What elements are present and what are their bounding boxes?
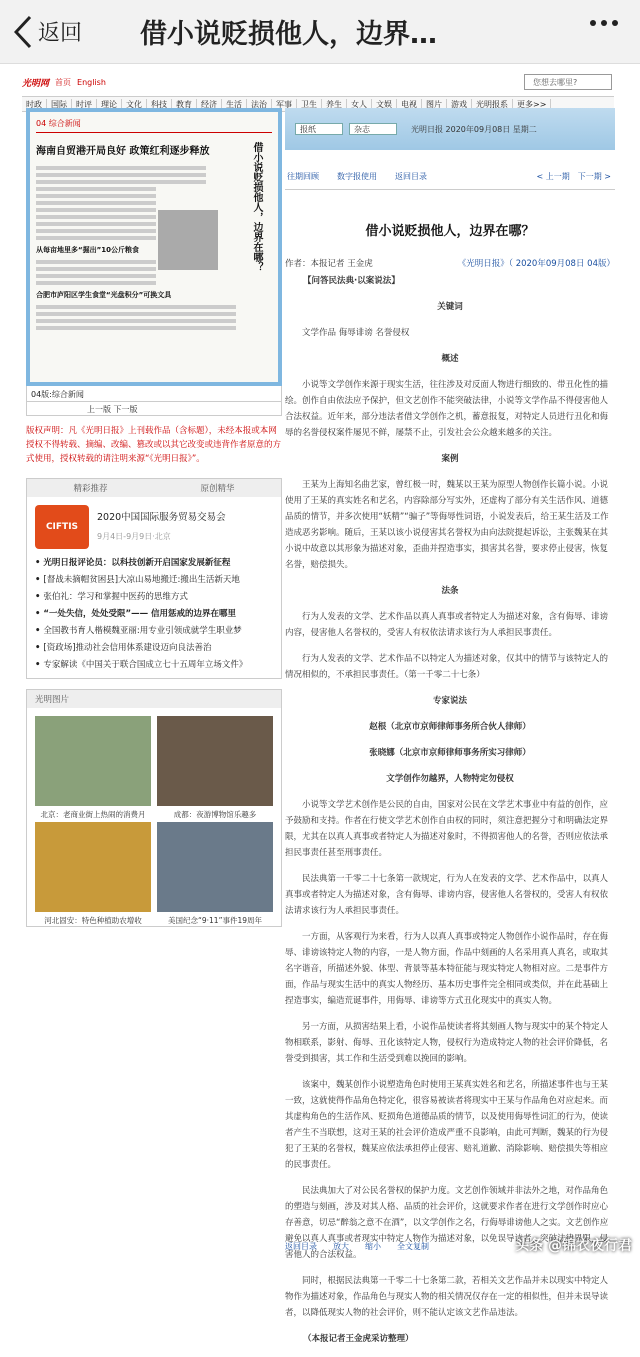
- nav-item[interactable]: 文娱: [372, 99, 397, 110]
- article-byline: [285, 257, 615, 269]
- section-heading: 赵根（北京市京师律师事务所合伙人律师）: [285, 719, 615, 735]
- tab-original[interactable]: 原创精华: [154, 482, 281, 494]
- news-link[interactable]: • 光明日报评论员：以科技创新开启国家发展新征程: [35, 555, 273, 572]
- newspaper-page-thumbnail[interactable]: [26, 108, 282, 386]
- paper-text-line: [36, 187, 156, 191]
- left-column: [26, 108, 282, 927]
- paper-text-line: [36, 319, 236, 323]
- archive-link[interactable]: 往期回顾: [287, 171, 319, 182]
- photo-caption: 北京：老商业街上热闹的消费月: [35, 809, 151, 820]
- paper-text-line: [36, 267, 156, 271]
- paper-text-line: [36, 173, 206, 177]
- photo-caption: 美国纪念“9·11”事件19周年: [157, 915, 273, 926]
- article-paragraph: 同时，根据民法典第一千零二十七条第二款，若相关文艺作品并未以现实中特定人物作为描述对象，作品角色与现实人物的相关情况仅存在一定的相似性，但并未误导读者，以降低现实人物的社会评价，则不能认定该文艺作品违法。: [285, 1273, 615, 1321]
- next-issue-link[interactable]: 下一期 >: [578, 171, 611, 182]
- photo-box-title: 光明图片: [27, 690, 281, 708]
- photo-image: [35, 716, 151, 806]
- article-author: 作者：本报记者 王金虎: [285, 257, 373, 269]
- paper-text-line: [36, 326, 236, 330]
- expo-promo[interactable]: [27, 497, 281, 553]
- zoom-in-link[interactable]: 放大: [333, 1241, 349, 1252]
- nav-item[interactable]: 图片: [422, 99, 447, 110]
- paper-select[interactable]: 报纸: [295, 123, 343, 135]
- article-paragraph: 文学作品 侮辱诽谤 名誉侵权: [285, 325, 615, 341]
- nav-item[interactable]: 游戏: [447, 99, 472, 110]
- paper-text-line: [36, 222, 156, 226]
- section-heading: 关键词: [285, 299, 615, 315]
- nav-item[interactable]: 生活: [222, 99, 247, 110]
- section-heading: 法条: [285, 583, 615, 599]
- edition-label: 04版:综合新闻: [26, 386, 282, 402]
- paper-text-line: [36, 281, 156, 285]
- section-heading: 专家说法: [285, 693, 615, 709]
- paper-subheadline: 合肥市庐阳区学生食堂“光盘积分”可换文具: [30, 288, 278, 302]
- photo-image: [35, 822, 151, 912]
- article-body: [285, 273, 615, 1347]
- news-link[interactable]: • 专家解读《中国关于联合国成立七十五周年立场文件》: [35, 657, 273, 674]
- home-link[interactable]: 首页: [55, 77, 71, 88]
- article-title: 借小说贬损他人，边界在哪？: [285, 220, 615, 239]
- article-paragraph: （本报记者王金虎采访整理）: [285, 1331, 615, 1347]
- nav-item[interactable]: 教育: [172, 99, 197, 110]
- paper-text-line: [36, 305, 236, 309]
- issue-selector: [285, 108, 615, 150]
- article-paragraph: 小说等文学创作来源于现实生活，往往涉及对反面人物进行细致的、带丑化性的描绘。创作自由依法应予保护，但文艺创作不能突破法律，小说等文学作品不得侵害他人合法权益。近年来，部分违法者借文学创作之机，蓄意报复，对特定人员进行丑化和侮辱的名誉侵权案件屡见不鲜，屡禁不止，引发社会公众越来越多的关注。: [285, 377, 615, 441]
- nav-item[interactable]: 理论: [97, 99, 122, 110]
- return-toc-link[interactable]: 返回目录: [395, 171, 427, 182]
- recommend-box: [26, 478, 282, 679]
- back-button[interactable]: [14, 15, 82, 49]
- site-search-input[interactable]: 您想去哪里?: [524, 74, 612, 90]
- section-heading: 概述: [285, 351, 615, 367]
- footer-return-link[interactable]: 返回目录: [285, 1241, 317, 1252]
- nav-item[interactable]: 经济: [197, 99, 222, 110]
- site-logo[interactable]: 光明网: [22, 76, 49, 89]
- paper-text-line: [36, 201, 156, 205]
- nav-item[interactable]: 文化: [122, 99, 147, 110]
- paper-text-line: [36, 312, 236, 316]
- article-paragraph: 另一方面，从损害结果上看，小说作品使读者将其刻画人物与现实中的某个特定人物相联系，影射、侮辱、丑化该特定人物，侵权行为造成特定人物的社会评价降低，名誉受到损害，其工作和生活受到难以挽回的影响。: [285, 1019, 615, 1067]
- paper-subheadline: 从每亩地里多“掘出”10公斤粮食: [30, 243, 278, 257]
- nav-item[interactable]: 军事: [272, 99, 297, 110]
- nav-item[interactable]: 女人: [347, 99, 372, 110]
- nav-item[interactable]: 法治: [247, 99, 272, 110]
- site-header: [0, 70, 640, 94]
- nav-item[interactable]: 电视: [397, 99, 422, 110]
- app-header: [0, 0, 640, 64]
- article-paragraph: 一方面，从客观行为来看，行为人以真人真事或特定人物创作小说作品时，存在侮辱、诽谤该特定人物的内容，一是人物方面，作品中刻画的人名采用真人真名，或取其名字谐音，所描述外貌、体型、背景等基本特征能与现实特定人物相对应。二是事件方面，作品与现实生活中的真实人物经历、基本历史事件完全相同或类似，并在此基础上捏造事实，编造荒诞事件，用侮辱、诽谤等方式丑化现实中的真实人物。: [285, 929, 615, 1009]
- article-paragraph: 行为人发表的文学、艺术作品不以特定人为描述对象，仅其中的情节与该特定人的情况相似的，不承担民事责任。（第一千零二十七条）: [285, 651, 615, 683]
- nav-item[interactable]: 国际: [47, 99, 72, 110]
- paper-vertical-headline[interactable]: 借小说贬损他人，边界在哪？: [249, 142, 264, 272]
- article-source[interactable]: 《光明日报》（ 2020年09月08日 04版）: [458, 257, 615, 269]
- paper-divider: [36, 132, 272, 133]
- news-link[interactable]: • [资政场]推动社会信用体系建设迈向良法善治: [35, 640, 273, 657]
- digital-help-link[interactable]: 数字报使用: [337, 171, 377, 182]
- dot-icon: [612, 20, 618, 26]
- article-paragraph: 民法典加大了对公民名誉权的保护力度。文艺创作领域并非法外之地，对作品角色的塑造与刻画，涉及对其人格、品质的社会评价，这就要求作者在进行文学创作时应心存善意，切忌“醉翁之意不在酒”，以文学创作之名，行侮辱诽谤他人之实。文艺创作应避免以真人真事或者现实中特定人物作为描述对象，以免误导读者，突破法律界限，侵害他人的合法权益。: [285, 1183, 615, 1263]
- photo-item[interactable]: [35, 716, 151, 820]
- page-title: 借小说贬损他人，边界…: [140, 12, 470, 51]
- paper-page-label: 04 综合新闻: [30, 112, 278, 129]
- recommend-tabs: [27, 479, 281, 497]
- dot-icon: [601, 20, 607, 26]
- paper-photo: [158, 210, 218, 270]
- prev-issue-link[interactable]: < 上一期: [537, 171, 570, 182]
- nav-item[interactable]: 卫生: [297, 99, 322, 110]
- back-label: 返回: [38, 16, 82, 47]
- dot-icon: [590, 20, 596, 26]
- photo-caption: 河北固安：特色种植助农增收: [35, 915, 151, 926]
- paper-text-line: [36, 180, 206, 184]
- paper-text-line: [36, 236, 156, 240]
- paper-text-line: [36, 229, 156, 233]
- article-column: [285, 108, 615, 1357]
- article-paragraph: 小说等文学艺术创作是公民的自由，国家对公民在文学艺术事业中有益的创作，应予鼓励和支持。作者在行使文学艺术创作自由权的同时，须注意把握分寸和明确法定界限，尤其在以真人真事或者特定人为描述对象时，不得损害他人的名誉，否则应依法承担民事责任甚至刑事责任。: [285, 797, 615, 861]
- photo-box: [26, 689, 282, 927]
- photo-item[interactable]: [157, 822, 273, 926]
- nav-item[interactable]: 更多>>: [513, 99, 551, 110]
- copyright-notice: 版权声明：凡《光明日报》上刊载作品（含标题），未经本报或本网授权不得转载、摘编、改编、篡改或以其它改变或违背作者原意的方式使用，授权转载的请注明来源“《光明日报》”。: [26, 424, 282, 466]
- nav-item[interactable]: 养生: [322, 99, 347, 110]
- watermark: 头条 @锦衣夜行君: [515, 1235, 632, 1255]
- section-heading: 案例: [285, 451, 615, 467]
- paper-text-line: [36, 208, 156, 212]
- page-nav[interactable]: 上一版 下一版: [26, 402, 282, 416]
- article-paragraph: 民法典第一千零二十七条第一款规定，行为人在发表的文学、艺术作品中，以真人真事或者特定人为描述对象，含有侮辱、诽谤内容，侵害他人名誉权的，受害人有权依法请求该行为人承担民事责任。: [285, 871, 615, 919]
- article-paragraph: 该案中，魏某创作小说塑造角色时使用王某真实姓名和艺名，所描述事件也与王某一致，这就使得作品角色特定化，很容易被读者将现实中王某与作品角色对应起来。而其虚构角色的生活作风、贬损角色道德品质的情节，以及使用侮辱性词汇的行为，使读者产生不当联想，这对王某的社会评价造成严重不良影响，由此可判断，魏某的行为侵犯了王某的名誉权，魏某应依法承担停止侵害、赔礼道歉、消除影响、赔偿损失等相应的民事责任。: [285, 1077, 615, 1173]
- paper-text-line: [36, 194, 156, 198]
- news-link[interactable]: • 全国教书育人楷模魏亚丽:用专业引领成就学生职业梦: [35, 623, 273, 640]
- photo-item[interactable]: [35, 822, 151, 926]
- article-paragraph: 【问答民法典·以案说法】: [285, 273, 615, 289]
- paper-text-line: [36, 215, 156, 219]
- nav-item[interactable]: 科技: [147, 99, 172, 110]
- nav-item[interactable]: 时评: [72, 99, 97, 110]
- english-link[interactable]: English: [77, 78, 106, 87]
- zoom-out-link[interactable]: 缩小: [365, 1241, 381, 1252]
- chevron-left-icon: [14, 15, 32, 49]
- copy-all-link[interactable]: 全文复制: [397, 1241, 429, 1252]
- paper-text-line: [36, 166, 206, 170]
- photo-image: [157, 716, 273, 806]
- news-link[interactable]: • 张伯礼：学习和掌握中医药的思维方式: [35, 589, 273, 606]
- photo-image: [157, 822, 273, 912]
- section-heading: 文学创作勿越界，人物特定勿侵权: [285, 771, 615, 787]
- news-list: [27, 553, 281, 678]
- expo-title: 2020中国国际服务贸易交易会: [97, 509, 226, 523]
- paper-headline: 海南自贸港开局良好 政策红利逐步释放: [30, 136, 278, 163]
- nav-item[interactable]: 光明报系: [472, 99, 513, 110]
- ciftis-logo: CIFTIS: [35, 505, 89, 549]
- paper-text-line: [36, 260, 156, 264]
- paper-text-line: [36, 274, 156, 278]
- expo-date: 9月4日-9月9日·北京: [97, 531, 226, 542]
- news-link[interactable]: • “一处失信，处处受限”—— 信用惩戒的边界在哪里: [35, 606, 273, 623]
- article-toolbar: [285, 164, 615, 190]
- more-menu-button[interactable]: [590, 20, 618, 26]
- nav-item[interactable]: 时政: [22, 99, 47, 110]
- photo-item[interactable]: [157, 716, 273, 820]
- news-link[interactable]: • [督战未摘帽贫困县]大凉山易地搬迁:搬出生活新天地: [35, 572, 273, 589]
- magazine-select[interactable]: 杂志: [349, 123, 397, 135]
- photo-caption: 成都：夜游博物馆乐趣多: [157, 809, 273, 820]
- article-paragraph: 王某为上海知名曲艺家，曾红极一时，魏某以王某为原型人物创作长篇小说。小说使用了王某的真实姓名和艺名，内容除部分写实外，还虚构了部分有关生活作风、道德品质的情节，并多次使用“妖精”“骗子”等侮辱性词语，小说发表后，给王某生活及工作造成恶劣影响。随后，王某以该小说侵害其名誉权为由向法院提起诉讼，主张魏某在其小说中故意以其形象为描述对象，歪曲并捏造事实，损害其名誉，要求停止侵害，恢复名誉，赔偿损失。: [285, 477, 615, 573]
- issue-date: 光明日报 2020年09月08日 星期二: [411, 124, 537, 135]
- tab-featured[interactable]: 精彩推荐: [27, 482, 154, 494]
- article-paragraph: 行为人发表的文学、艺术作品以真人真事或者特定人为描述对象，含有侮辱、诽谤内容，侵害他人名誉权的，受害人有权依法请求该行为人承担民事责任。: [285, 609, 615, 641]
- section-heading: 张晓娜（北京市京师律师事务所实习律师）: [285, 745, 615, 761]
